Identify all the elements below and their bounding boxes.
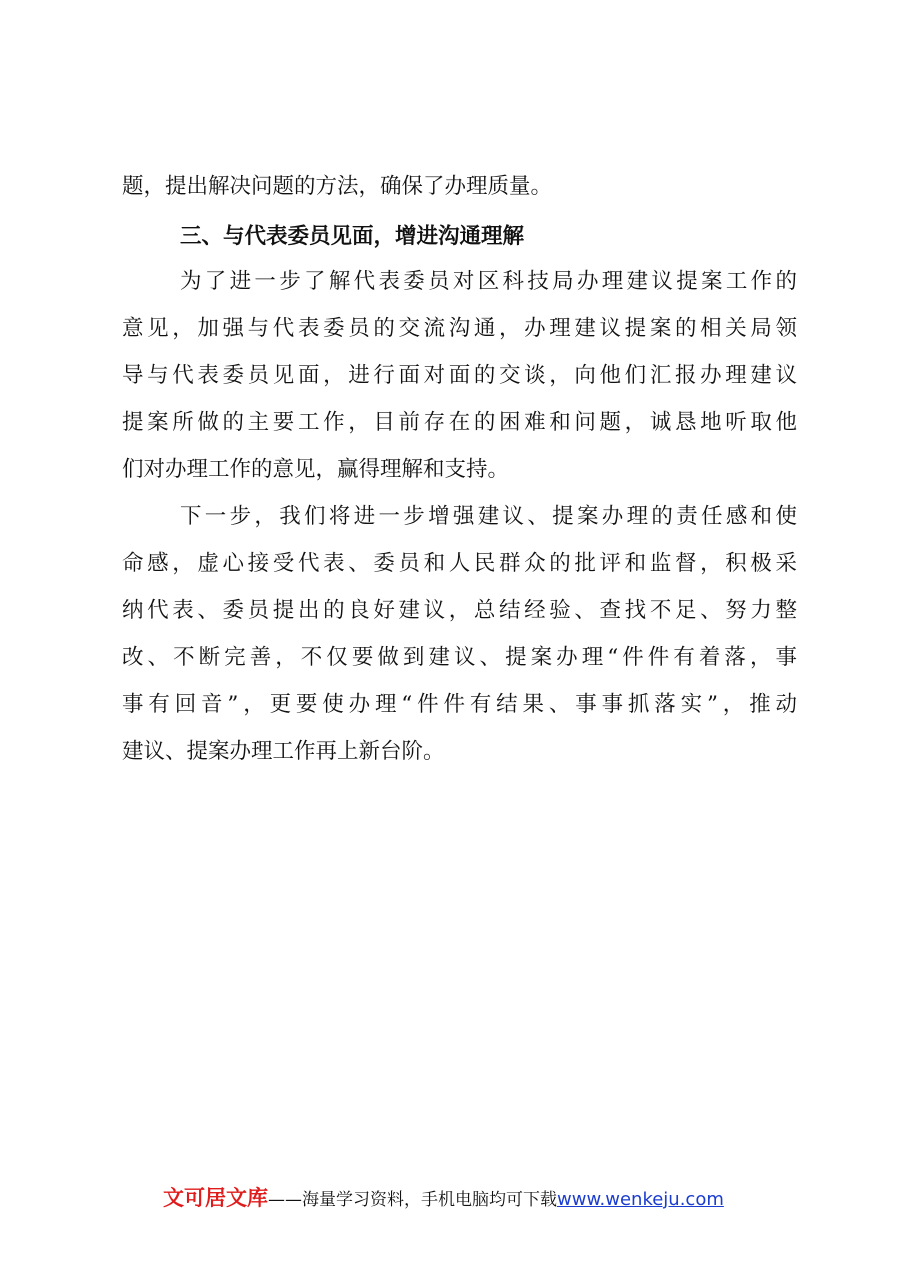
footer-brand: 文可居文库: [163, 1186, 268, 1210]
paragraph-line: 导与代表委员见面，进行面对面的交谈，向他们汇报办理建议: [122, 363, 797, 388]
paragraph-line: 提案所做的主要工作，目前存在的困难和问题，诚恳地听取他: [122, 410, 797, 435]
paragraph-line: 下一步，我们将进一步增强建议、提案办理的责任感和使: [180, 504, 797, 529]
footer-website-link[interactable]: www.wenkeju.com: [557, 1189, 724, 1210]
paragraph-line: 为了进一步了解代表委员对区科技局办理建议提案工作的: [180, 269, 797, 294]
footer-banner: [163, 1182, 763, 1212]
paragraph-line: 纳代表、委员提出的良好建议，总结经验、查找不足、努力整: [122, 598, 797, 623]
paragraph-line: 意见，加强与代表委员的交流沟通，办理建议提案的相关局领: [122, 316, 797, 341]
section-heading: 三、与代表委员见面，增进沟通理解: [180, 224, 525, 249]
footer-slogan: ——海量学习资料，手机电脑均可下载: [268, 1190, 557, 1210]
paragraph-line: 事有回音”，更要使办理“件件有结果、事事抓落实”，推动: [122, 692, 797, 717]
paragraph-line: 建议、提案办理工作再上新台阶。: [122, 739, 445, 764]
paragraph-line: 们对办理工作的意见，赢得理解和支持。: [122, 457, 510, 482]
paragraph-line: 题，提出解决问题的方法，确保了办理质量。: [122, 174, 553, 199]
paragraph-line: 改、不断完善，不仅要做到建议、提案办理“件件有着落，事: [122, 645, 797, 670]
paragraph-line: 命感，虚心接受代表、委员和人民群众的批评和监督，积极采: [122, 551, 797, 576]
